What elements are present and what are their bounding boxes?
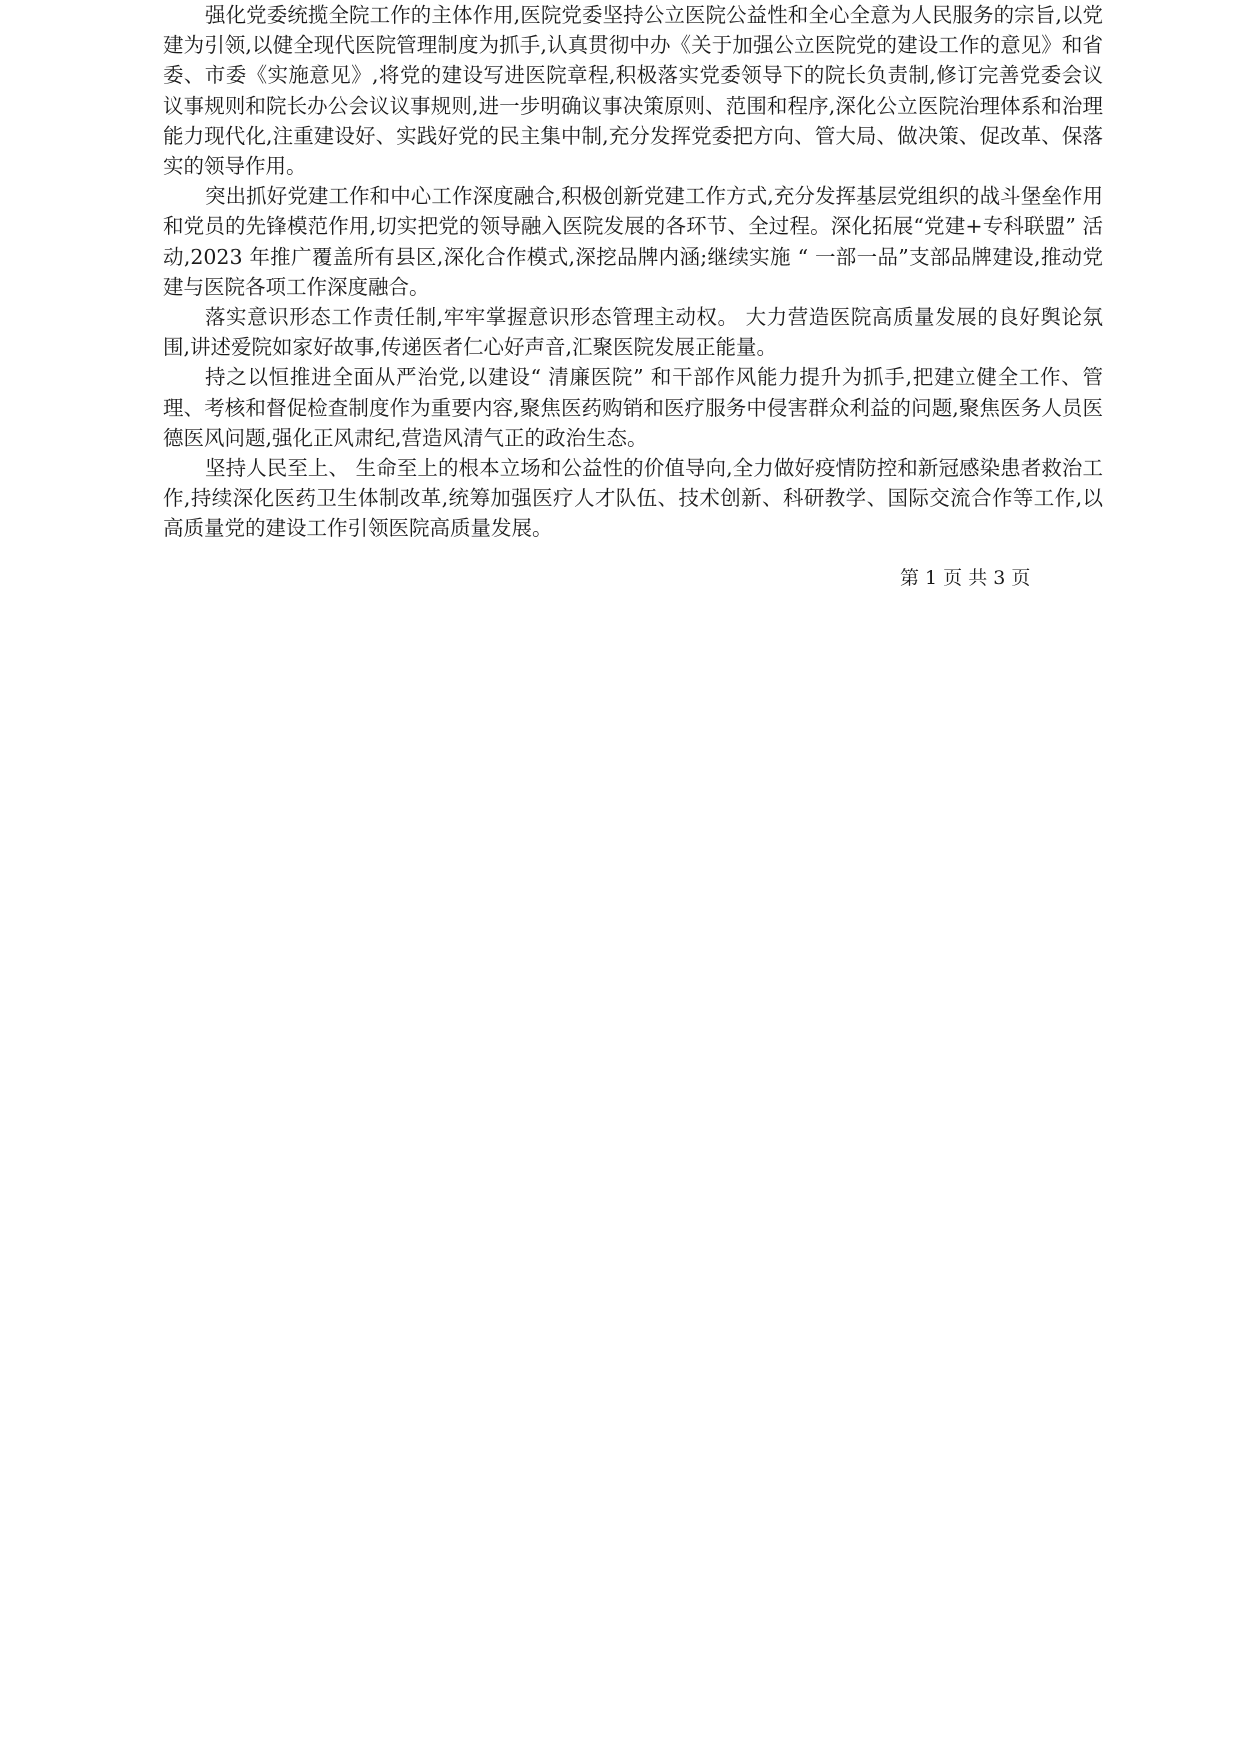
- paragraph-ideology-responsibility: 落实意识形态工作责任制,牢牢掌握意识形态管理主动权。 大力营造医院高质量发展的良好舆论氛围,讲述爱院如家好故事,传递医者仁心好声音,汇聚医院发展正能量。: [163, 305, 1103, 360]
- paragraph-party-building-integration: 突出抓好党建工作和中心工作深度融合,积极创新党建工作方式,充分发挥基层党组织的战斗堡垒作用和党员的先锋模范作用,切实把党的领导融入医院发展的各环节、全过程。深化拓展“党建+专科联盟” 活动,2023 年推广覆盖所有县区,深化合作模式,深挖品牌内涵;继续实施 “ 一部一品”支部品牌建设,推动党建与医院各项工作深度融合。: [163, 184, 1103, 299]
- paragraph-strict-governance: 持之以恒推进全面从严治党,以建设“ 清廉医院” 和干部作风能力提升为抓手,把建立健全工作、管理、考核和督促检查制度作为重要内容,聚焦医药购销和医疗服务中侵害群众利益的问题,聚焦医务人员医德医风问题,强化正风肃纪,营造风清气正的政治生态。: [163, 365, 1103, 450]
- document-body: [163, 0, 1103, 544]
- paragraph-party-committee-role: 强化党委统揽全院工作的主体作用,医院党委坚持公立医院公益性和全心全意为人民服务的宗旨,以党建为引领,以健全现代医院管理制度为抓手,认真贯彻中办《关于加强公立医院党的建设工作的意见》和省委、市委《实施意见》,将党的建设写进医院章程,积极落实党委领导下的院长负责制,修订完善党委会议议事规则和院长办公会议议事规则,进一步明确议事决策原则、范围和程序,深化公立医院治理体系和治理能力现代化,注重建设好、实践好党的民主集中制,充分发挥党委把方向、管大局、做决策、促改革、保落实的领导作用。: [163, 3, 1103, 179]
- paragraph-people-first: 坚持人民至上、 生命至上的根本立场和公益性的价值导向,全力做好疫情防控和新冠感染患者救治工作,持续深化医药卫生体制改革,统筹加强医疗人才队伍、技术创新、科研教学、国际交流合作等工作,以高质量党的建设工作引领医院高质量发展。: [163, 456, 1103, 541]
- page-number-footer: 第 1 页 共 3 页: [900, 567, 1031, 589]
